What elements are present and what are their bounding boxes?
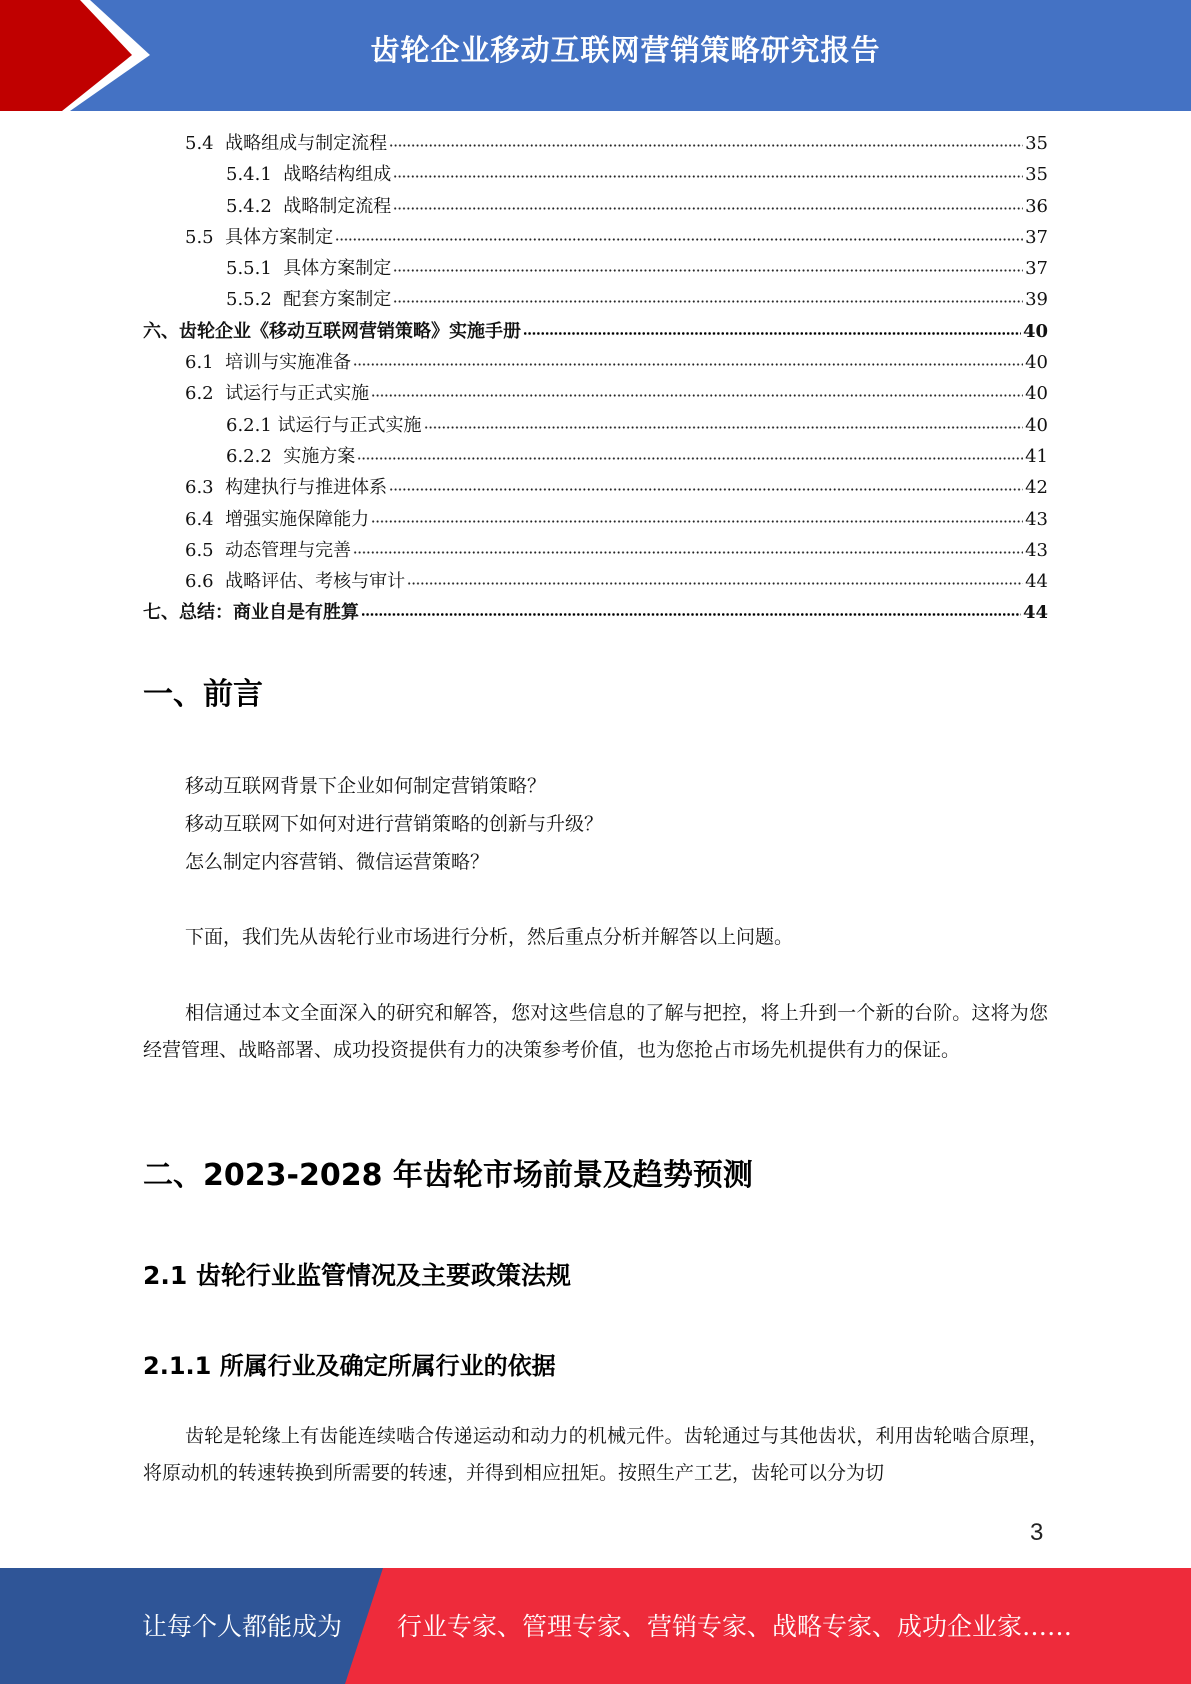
toc-page-number: 37 [1025, 258, 1048, 280]
toc-entry-title: 5.4 战略组成与制定流程 [185, 133, 388, 154]
toc-entry[interactable] [143, 597, 1048, 628]
toc-page-number: 39 [1025, 289, 1048, 311]
question-line: 移动互联网下如何对进行营销策略的创新与升级？ [185, 813, 604, 835]
toc-page-number: 43 [1025, 508, 1048, 530]
toc-dot-leader [389, 144, 1023, 147]
toc-entry[interactable] [143, 284, 1048, 315]
toc-entry[interactable] [143, 504, 1048, 535]
question-line: 移动互联网背景下企业如何制定营销策略？ [185, 775, 547, 797]
subsection-heading: 2.1 齿轮行业监管情况及主要政策法规 [143, 1261, 571, 1290]
toc-entry[interactable] [143, 566, 1048, 597]
toc-entry-title: 5.4.1 战略结构组成 [226, 164, 392, 186]
toc-entry-title: 6.2 试运行与正式实施 [185, 383, 370, 405]
toc-entry[interactable] [143, 441, 1048, 472]
toc-entry[interactable] [143, 128, 1048, 159]
section-heading-preface: 一、前言 [143, 677, 263, 712]
page-header [0, 0, 1191, 111]
toc-page-number: 40 [1025, 352, 1048, 374]
toc-entry[interactable] [143, 253, 1048, 284]
toc-entry-title: 6.3 构建执行与推进体系 [185, 477, 388, 499]
toc-dot-leader [393, 207, 1023, 210]
toc-entry-title: 5.5 具体方案制定 [185, 226, 334, 248]
toc-dot-leader [357, 457, 1023, 460]
toc-page-number: 43 [1025, 539, 1048, 561]
toc-entry-title: 5.4.2 战略制定流程 [226, 195, 392, 217]
toc-dot-leader [353, 363, 1023, 366]
toc-dot-leader [393, 175, 1023, 178]
toc-page-number: 42 [1025, 477, 1048, 499]
body-paragraph: 齿轮是轮缘上有齿能连续啮合传递运动和动力的机械元件。齿轮通过与其他齿状，利用齿轮啮合原理，将原动机的转速转换到所需要的转速，并得到相应扭矩。按照生产工艺，齿轮可以分为切 [143, 1425, 1048, 1484]
toc-entry[interactable] [143, 535, 1048, 566]
toc-entry-title: 6.2.1 试运行与正式实施 [226, 414, 422, 436]
toc-entry-title: 6.4 增强实施保障能力 [185, 508, 370, 530]
toc-entry-title: 5.5.1 具体方案制定 [226, 258, 392, 280]
subsubsection-heading: 2.1.1 所属行业及确定所属行业的依据 [143, 1352, 556, 1380]
toc-page-number: 40 [1025, 414, 1048, 436]
toc-page-number: 40 [1025, 383, 1048, 405]
body-paragraph: 下面，我们先从齿轮行业市场进行分析，然后重点分析并解答以上问题。 [185, 926, 794, 948]
toc-entry-title: 6.5 动态管理与完善 [185, 539, 352, 561]
toc-entry[interactable] [143, 410, 1048, 441]
toc-page-number: 36 [1025, 195, 1048, 217]
page-number: 3 [1030, 1519, 1044, 1546]
toc-entry-title: 6.6 战略评估、考核与审计 [185, 571, 406, 593]
page-footer [0, 1568, 1191, 1684]
toc-dot-leader [393, 300, 1023, 303]
toc-entry-title: 七、总结：商业自是有胜算 [143, 602, 359, 624]
toc-page-number: 41 [1025, 445, 1048, 467]
toc-entry[interactable] [143, 222, 1048, 253]
table-of-contents [143, 128, 1048, 629]
toc-entry[interactable] [143, 159, 1048, 190]
section-heading-forecast: 二、2023-2028 年齿轮市场前景及趋势预测 [143, 1158, 753, 1193]
toc-dot-leader [523, 332, 1021, 335]
toc-dot-leader [389, 488, 1023, 491]
toc-page-number: 44 [1025, 571, 1048, 593]
toc-page-number: 37 [1025, 226, 1048, 248]
toc-entry[interactable] [143, 347, 1048, 378]
document-title: 齿轮企业移动互联网营销策略研究报告 [370, 33, 881, 67]
toc-dot-leader [424, 426, 1024, 429]
toc-entry-title: 6.1 培训与实施准备 [185, 352, 352, 374]
toc-dot-leader [407, 582, 1023, 585]
footer-slogan-left: 让每个人都能成为 [142, 1612, 343, 1641]
toc-dot-leader [361, 613, 1021, 616]
toc-dot-leader [393, 269, 1023, 272]
question-line: 怎么制定内容营销、微信运营策略？ [185, 851, 490, 873]
toc-entry[interactable] [143, 472, 1048, 503]
toc-entry-title: 5.5.2 配套方案制定 [226, 289, 392, 311]
toc-dot-leader [371, 520, 1023, 523]
body-paragraph: 相信通过本文全面深入的研究和解答，您对这些信息的了解与把控，将上升到一个新的台阶。这将为您经营管理、战略部署、成功投资提供有力的决策参考价值，也为您抢占市场先机提供有力的保证。 [143, 1002, 1048, 1061]
toc-page-number: 40 [1022, 320, 1048, 342]
toc-entry[interactable] [143, 378, 1048, 409]
toc-page-number: 44 [1022, 602, 1048, 624]
toc-page-number: 35 [1025, 133, 1048, 154]
toc-dot-leader [353, 551, 1023, 554]
toc-entry-title: 六、齿轮企业《移动互联网营销策略》实施手册 [143, 320, 521, 342]
toc-page-number: 35 [1025, 164, 1048, 186]
toc-dot-leader [335, 238, 1023, 241]
toc-dot-leader [371, 394, 1023, 397]
toc-entry[interactable] [143, 191, 1048, 222]
footer-slogan-right: 行业专家、管理专家、营销专家、战略专家、成功企业家…… [397, 1612, 1073, 1641]
toc-entry-title: 6.2.2 实施方案 [226, 445, 356, 467]
toc-entry[interactable] [143, 316, 1048, 347]
